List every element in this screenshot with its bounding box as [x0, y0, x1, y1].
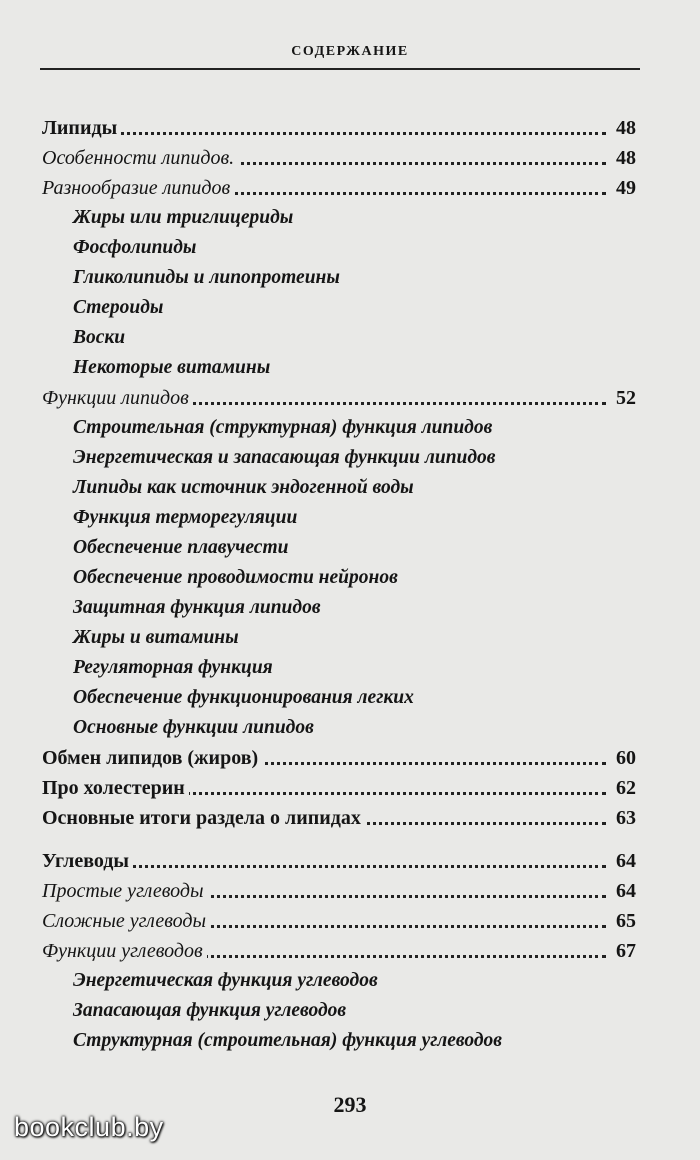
toc-entry-page: 49 [612, 173, 636, 203]
toc-entry-title: Обмен липидов (жиров) [42, 747, 262, 769]
toc-entry [42, 683, 636, 713]
toc-group-lipids [42, 113, 636, 833]
toc-entry [42, 623, 636, 653]
toc-entry [42, 143, 636, 173]
toc-entry [42, 1026, 636, 1056]
toc-entry-page: 62 [612, 773, 636, 803]
table-of-contents [42, 113, 636, 1056]
toc-entry-title: Углеводы [42, 850, 133, 872]
toc-entry-title: Функция терморегуляции [73, 507, 301, 528]
toc-entry-title: Стероиды [73, 297, 167, 318]
toc-entry-page: 63 [612, 803, 636, 833]
toc-entry-title: Функции липидов [42, 387, 193, 409]
toc-entry [42, 803, 636, 833]
toc-entry-page: 52 [612, 383, 636, 413]
toc-entry-title: Липиды [42, 117, 121, 139]
toc-entry-title: Энергетическая и запасающая функции липидов [73, 447, 500, 468]
toc-entry [42, 846, 636, 876]
toc-entry-title: Липиды как источник эндогенной воды [73, 477, 418, 498]
toc-entry [42, 353, 636, 383]
toc-entry-title: Особенности липидов. [42, 147, 238, 169]
toc-entry-title: Обеспечение плавучести [73, 537, 292, 558]
toc-entry-title: Основные функции липидов [73, 717, 318, 738]
toc-entry-title: Некоторые витамины [73, 357, 274, 378]
dot-leader [42, 132, 606, 135]
toc-entry-title: Основные итоги раздела о липидах [42, 807, 365, 829]
toc-entry-title: Жиры или триглицериды [73, 207, 297, 228]
toc-entry [42, 443, 636, 473]
toc-entry [42, 413, 636, 443]
toc-entry [42, 936, 636, 966]
toc-entry-title: Функции углеводов [42, 940, 207, 962]
toc-entry-title: Сложные углеводы [42, 910, 210, 932]
toc-entry-title: Строительная (структурная) функция липидов [73, 417, 496, 438]
toc-entry-page: 64 [612, 876, 636, 906]
toc-entry [42, 323, 636, 353]
toc-entry [42, 473, 636, 503]
toc-entry [42, 293, 636, 323]
toc-entry [42, 233, 636, 263]
toc-entry-title: Про холестерин [42, 777, 189, 799]
toc-entry-title: Простые углеводы [42, 880, 208, 902]
toc-entry-page: 64 [612, 846, 636, 876]
toc-entry-title: Структурная (строительная) функция углеводов [73, 1030, 506, 1051]
toc-entry [42, 653, 636, 683]
toc-entry-title: Воски [73, 327, 129, 348]
toc-entry [42, 713, 636, 743]
toc-entry [42, 773, 636, 803]
toc-entry-page: 48 [612, 143, 636, 173]
toc-entry-page: 60 [612, 743, 636, 773]
toc-entry-title: Фосфолипиды [73, 237, 200, 258]
toc-entry-page: 48 [612, 113, 636, 143]
toc-entry-title: Гликолипиды и липопротеины [73, 267, 344, 288]
toc-entry [42, 563, 636, 593]
toc-entry [42, 263, 636, 293]
toc-entry-title: Запасающая функция углеводов [73, 1000, 350, 1021]
running-head: СОДЕРЖАНИЕ [291, 44, 409, 59]
toc-group-carbohydrates [42, 846, 636, 1056]
toc-entry [42, 173, 636, 203]
toc-entry [42, 876, 636, 906]
toc-entry [42, 966, 636, 996]
page-number: 293 [333, 1092, 367, 1117]
toc-entry-title: Регуляторная функция [73, 657, 277, 678]
toc-entry [42, 533, 636, 563]
toc-entry [42, 203, 636, 233]
toc-entry-page: 67 [612, 936, 636, 966]
toc-entry [42, 906, 636, 936]
toc-entry [42, 383, 636, 413]
watermark-logo: bookclub.by [14, 1112, 164, 1142]
toc-entry [42, 503, 636, 533]
toc-entry-title: Защитная функция липидов [73, 597, 325, 618]
section-gap [42, 833, 636, 846]
toc-entry [42, 743, 636, 773]
toc-entry-page: 65 [612, 906, 636, 936]
toc-entry [42, 113, 636, 143]
toc-entry [42, 593, 636, 623]
header-rule [40, 68, 640, 70]
toc-entry-title: Энергетическая функция углеводов [73, 970, 382, 991]
toc-entry-title: Обеспечение проводимости нейронов [73, 567, 402, 588]
toc-entry-title: Обеспечение функционирования легких [73, 687, 418, 708]
toc-entry [42, 996, 636, 1026]
toc-entry-title: Жиры и витамины [73, 627, 243, 648]
toc-entry-title: Разнообразие липидов [42, 177, 234, 199]
